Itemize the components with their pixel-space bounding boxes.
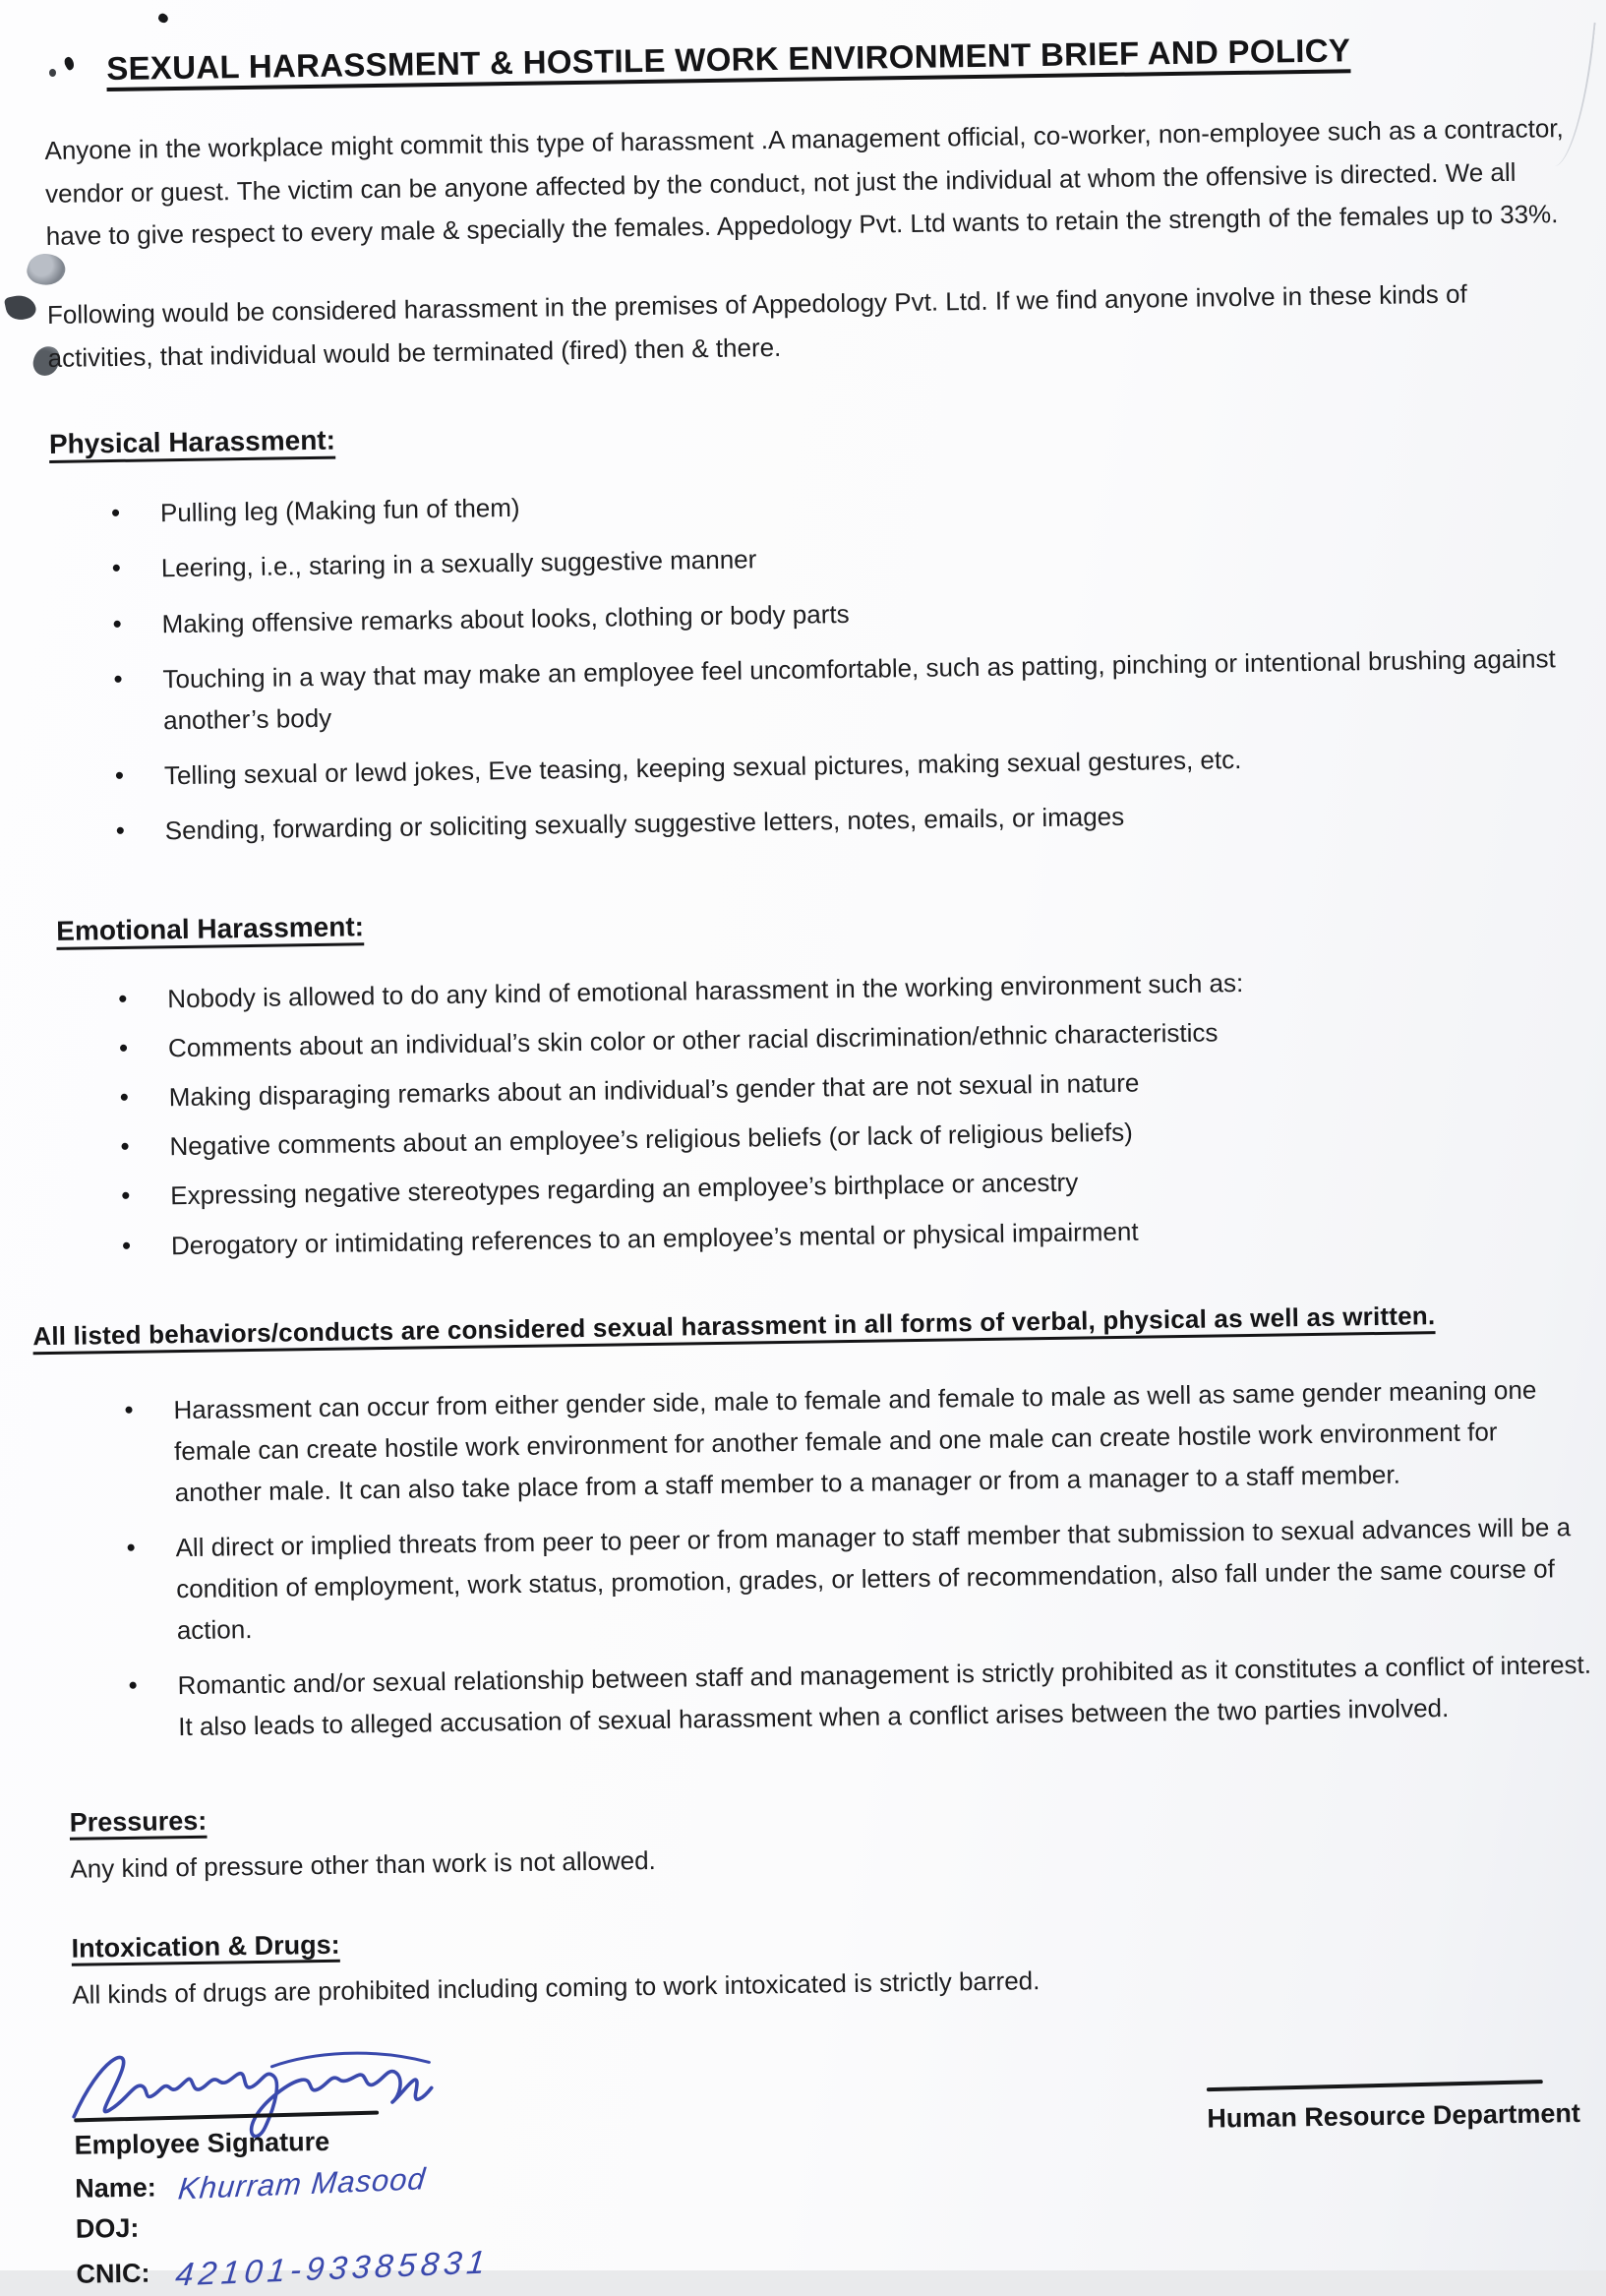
cnic-field xyxy=(76,2243,627,2293)
page-title: SEXUAL HARASSMENT & HOSTILE WORK ENVIRONMENT BRIEF AND POLICY xyxy=(105,31,1351,88)
cnic-handwritten-value: 42101-93385831 xyxy=(173,2243,492,2293)
list-item: • Sending, forwarding or soliciting sexually suggestive letters, notes, emails, or images xyxy=(164,789,1580,851)
list-item: • Pulling leg (Making fun of them) xyxy=(160,471,1576,533)
doj-label: DOJ: xyxy=(75,2213,140,2245)
list-item: • Touching in a way that may make an employee feel uncomfortable, such as patting, pinching or intentional brushing against another’s body xyxy=(162,637,1579,742)
list-item: • Telling sexual or lewd jokes, Eve teasing, keeping sexual pictures, making sexual gestures, etc. xyxy=(164,734,1580,796)
all-listed-behaviors-list xyxy=(63,1367,1594,1749)
ink-speck xyxy=(157,12,170,24)
scan-blob xyxy=(4,292,38,323)
list-item: • Making offensive remarks about looks, clothing or body parts xyxy=(161,581,1577,643)
emotional-harassment-list xyxy=(57,958,1587,1267)
list-item: • Harassment can occur from either gender side, male to female and female to male as well as same gender meaning one female can create hostile work environment for another female and one male can create hostile work environment for another male. It can also take place from a staff member to a manager or from a manager to a staff member. xyxy=(173,1367,1591,1513)
section-heading-physical-harassment: Physical Harassment: xyxy=(48,424,336,460)
intoxication-text: All kinds of drugs are prohibited including coming to work intoxicated is strictly barred. xyxy=(72,1965,1041,2011)
all-listed-behaviors-heading: All listed behaviors/conducts are considered sexual harassment in all forms of verbal, physical as well as written. xyxy=(32,1299,1436,1351)
list-item: • Making disparaging remarks about an individual’s gender that are not sexual in nature xyxy=(168,1057,1584,1118)
list-item: • Romantic and/or sexual relationship between staff and management is strictly prohibited as it constitutes a conflict of interest. It also leads to alleged accusation of sexual harassment when a conflict arises between the two parties involved. xyxy=(177,1644,1594,1748)
doj-field xyxy=(76,2206,626,2245)
list-item: • Leering, i.e., staring in a sexually suggestive manner xyxy=(161,526,1577,588)
intro-paragraph: Anyone in the workplace might commit this type of harassment .A management official, co-worker, non-employee such as a contractor, vendor or guest. The victim can be anyone affected by the conduct, not just the individual at whom the offensive is directed. We all have to give respect to every male & specially the females. Appedology Pvt. Ltd wants to retain the strength of the females up to 33%. xyxy=(44,113,1564,252)
list-item: • Expressing negative stereotypes regarding an employee’s birthplace or ancestry xyxy=(170,1155,1586,1216)
cnic-label: CNIC: xyxy=(76,2259,150,2290)
pressures-text: Any kind of pressure other than work is not allowed. xyxy=(70,1845,657,1885)
name-handwritten-value: Khurram Masood xyxy=(176,2161,428,2207)
employee-signature-area xyxy=(73,2032,627,2291)
section-heading-emotional-harassment: Emotional Harassment: xyxy=(56,911,365,947)
signature-block xyxy=(73,2018,1603,2291)
list-item: • Derogatory or intimidating references to an employee’s mental or physical impairment xyxy=(171,1204,1587,1265)
intro-paragraph: Following would be considered harassment in the premises of Appedology Pvt. Ltd. If we find anyone involve in these kinds of activities, that individual would be terminated (fired) then & there. xyxy=(46,278,1467,373)
list-item: • All direct or implied threats from peer to peer or from manager to staff member that submission to sexual advances will be a condition of employment, work status, promotion, grades, or letters of recommendation, also fall under the same course of action. xyxy=(175,1506,1593,1652)
hr-signature-line xyxy=(1207,2081,1543,2092)
list-item: • Nobody is allowed to do any kind of emotional harassment in the working environment such as: xyxy=(167,958,1583,1019)
intoxication-heading: Intoxication & Drugs: xyxy=(71,1930,340,1964)
list-item: • Negative comments about an employee’s religious beliefs (or lack of religious beliefs) xyxy=(169,1106,1585,1167)
hr-signature-area xyxy=(1207,2081,1601,2135)
name-label: Name: xyxy=(75,2173,156,2205)
document-content xyxy=(32,29,1603,2293)
list-item: • Comments about an individual’s skin color or other racial discrimination/ethnic characteristics xyxy=(168,1007,1584,1068)
name-field xyxy=(75,2162,625,2205)
physical-harassment-list xyxy=(50,471,1581,853)
pressures-heading: Pressures: xyxy=(69,1806,208,1839)
employee-signature-label: Employee Signature xyxy=(74,2127,330,2161)
hr-department-label: Human Resource Department xyxy=(1207,2098,1581,2135)
